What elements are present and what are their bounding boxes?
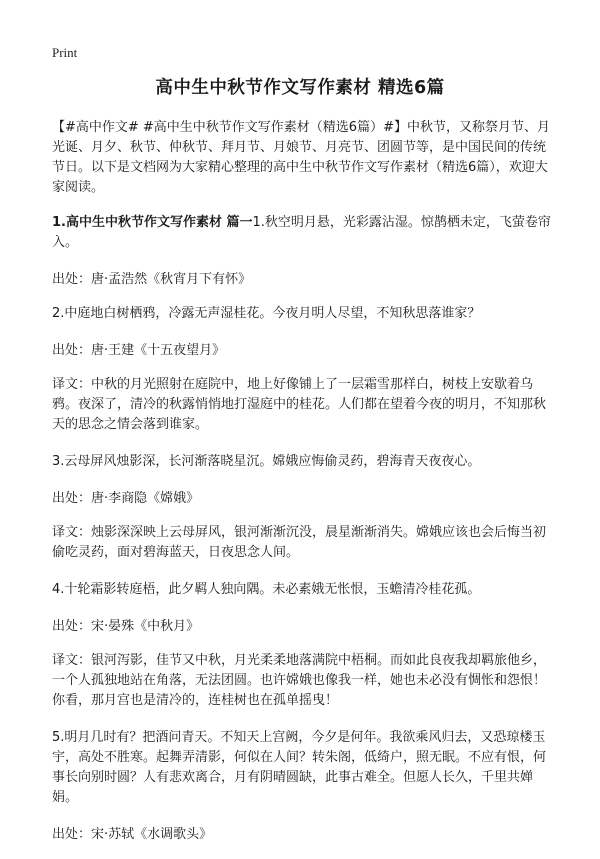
section-1-heading: 1.高中生中秋节作文写作素材 篇一 — [52, 215, 253, 230]
poem-source: 出处：唐·孟浩然《秋宵月下有怀》 — [52, 272, 252, 287]
translation-paragraph: 译文：烛影深深映上云母屏风，银河渐渐沉没，晨星渐渐消失。嫦娥应该也会后悔当初偷吃灵药，面对碧海蓝天，日夜思念人间。 — [52, 525, 547, 560]
page-title: 高中生中秋节作文写作素材 精选6篇 — [155, 78, 445, 98]
poem-line: 3.云母屏风烛影深，长河渐落晓星沉。嫦娥应悔偷灵药，碧海青天夜夜心。 — [52, 454, 481, 469]
poem-source: 出处：唐·李商隐《嫦娥》 — [52, 491, 200, 506]
intro-paragraph: 【#高中作文# #高中生中秋节作文写作素材（精选6篇）#】中秋节，又称祭月节、月光诞、月夕、秋节、仲秋节、拜月节、月娘节、月亮节、团圆节等，是中国民间的传统节日。以下是文档网为大家精心整理的高中生中秋节作文写作素材（精选6篇），欢迎大家阅读。 — [52, 120, 550, 195]
translation-paragraph: 译文：银河泻影，佳节又中秋，月光柔柔地落满院中梧桐。而如此良夜我却羁旅他乡，一个人孤独地站在角落，无法团圆。也许嫦娥也像我一样，她也未必没有惆怅和怨恨！你看，那月宫也是清冷的，连桂树也在孤单摇曳！ — [52, 653, 547, 708]
section-1-paragraph — [52, 213, 552, 253]
poem-source: 出处：唐·王建《十五夜望月》 — [52, 343, 226, 358]
print-link[interactable]: Print — [52, 45, 78, 60]
poem-line: 4.十轮霜影转庭梧，此夕羁人独向隅。未必素娥无怅恨，玉蟾清冷桂花孤。 — [52, 582, 481, 597]
poem-source: 出处：宋·晏殊《中秋月》 — [52, 619, 200, 634]
poem-line: 2.中庭地白树栖鸦，冷露无声湿桂花。今夜月明人尽望，不知秋思落谁家？ — [52, 306, 481, 321]
poem-source: 出处：宋·苏轼《水调歌头》 — [52, 827, 213, 842]
poem-line: 5.明月几时有？把酒问青天。不知天上宫阙，今夕是何年。我欲乘风归去，又恐琼楼玉宇，高处不胜寒。起舞弄清影，何似在人间？转朱阁，低绮户，照无眠。不应有恨，何事长向别时圆？人有悲欢离合，月有阴晴圆缺，此事古难全。但愿人长久，千里共婵娟。 — [52, 730, 547, 805]
translation-paragraph: 译文：中秋的月光照射在庭院中，地上好像铺上了一层霜雪那样白，树枝上安歇着乌鸦。夜深了，清冷的秋露悄悄地打湿庭中的桂花。人们都在望着今夜的明月，不知那秋天的思念之情会落到谁家。 — [52, 377, 547, 432]
article-body — [52, 118, 552, 859]
poem-1-text: 1.秋空明月悬，光彩露沾湿。惊鹊栖未定，飞萤卷帘入。 — [52, 215, 551, 250]
